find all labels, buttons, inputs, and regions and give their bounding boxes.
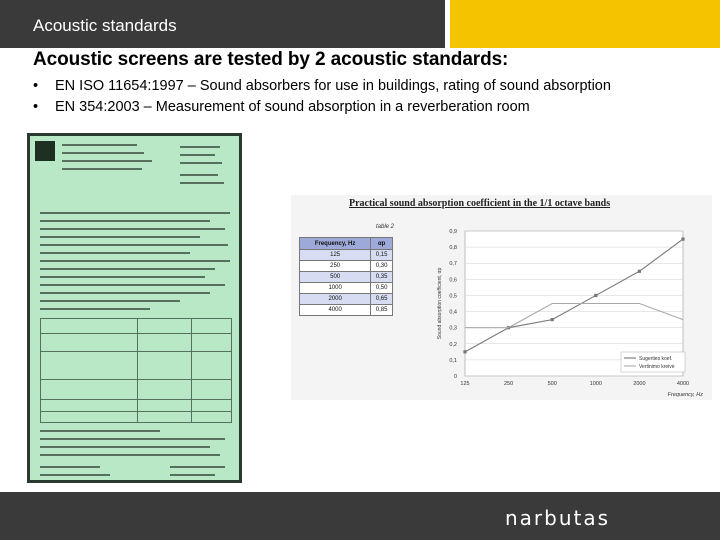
- footer-bar: [0, 492, 720, 540]
- slide-section-title: Acoustic standards: [33, 16, 177, 35]
- table-header: αp: [371, 238, 393, 250]
- bullet-dot-icon: •: [33, 78, 39, 94]
- test-report-certificate-image: [27, 133, 242, 483]
- data-point: [594, 294, 597, 297]
- absorption-line-chart: [431, 221, 707, 399]
- data-point: [638, 270, 641, 273]
- slide-heading: Acoustic screens are tested by 2 acoustic standards:: [33, 49, 509, 70]
- table-row: 4000 0,85: [300, 305, 393, 316]
- y-tick-label: 0,5: [449, 293, 457, 300]
- y-tick-label: 0,7: [449, 261, 457, 268]
- x-tick-label: 4000: [676, 381, 690, 387]
- data-point: [463, 350, 466, 353]
- table-row: 125 0,15: [300, 250, 393, 261]
- table-header: Frequency, Hz: [300, 238, 371, 250]
- frequency-table: [299, 237, 393, 316]
- header-bar: [0, 0, 445, 48]
- table-row: 1000 0,50: [300, 283, 393, 294]
- table-row: 2000 0,65: [300, 294, 393, 305]
- header-accent-block: [450, 0, 720, 48]
- data-point: [551, 318, 554, 321]
- bullet-dot-icon: •: [33, 99, 39, 115]
- y-tick-label: 0,4: [449, 309, 457, 316]
- data-point: [681, 237, 684, 240]
- y-tick-label: 0,6: [449, 277, 457, 284]
- bullet-list: [33, 76, 611, 118]
- table-caption: table 2: [376, 224, 395, 230]
- bullet-item: • EN ISO 11654:1997 – Sound absorbers for use in buildings, rating of sound absorption: [33, 76, 611, 97]
- absorption-chart-document: [291, 195, 712, 400]
- narbutas-logo: narbutas: [505, 506, 611, 530]
- y-tick-label: 0,1: [449, 357, 457, 364]
- chart-title: Practical sound absorption coefficient in the 1/1 octave bands: [349, 198, 611, 209]
- y-tick-label: 0: [453, 374, 457, 380]
- bullet-item: • EN 354:2003 – Measurement of sound absorption in a reverberation room: [33, 97, 611, 118]
- x-axis-label: Frequency, Hz: [667, 392, 703, 398]
- table-row: 500 0,35: [300, 272, 393, 283]
- x-tick-label: 1000: [589, 381, 602, 387]
- y-tick-label: 0,8: [449, 245, 457, 252]
- x-tick-label: 500: [547, 381, 557, 387]
- table-row: 250 0,30: [300, 261, 393, 272]
- y-tick-label: 0,9: [449, 229, 457, 235]
- x-tick-label: 250: [504, 381, 514, 387]
- y-axis-label: Sound absorption coefficient, αp: [437, 267, 443, 340]
- institute-logo-icon: [35, 141, 55, 161]
- certificate-results-table: [40, 318, 232, 423]
- legend-label: Sugerties koef.: [639, 356, 673, 362]
- x-tick-label: 2000: [633, 381, 646, 387]
- y-tick-label: 0,2: [449, 341, 457, 348]
- x-tick-label: 125: [460, 381, 470, 387]
- y-tick-label: 0,3: [449, 325, 457, 332]
- legend-label: Vertinimo kreivė: [639, 364, 675, 370]
